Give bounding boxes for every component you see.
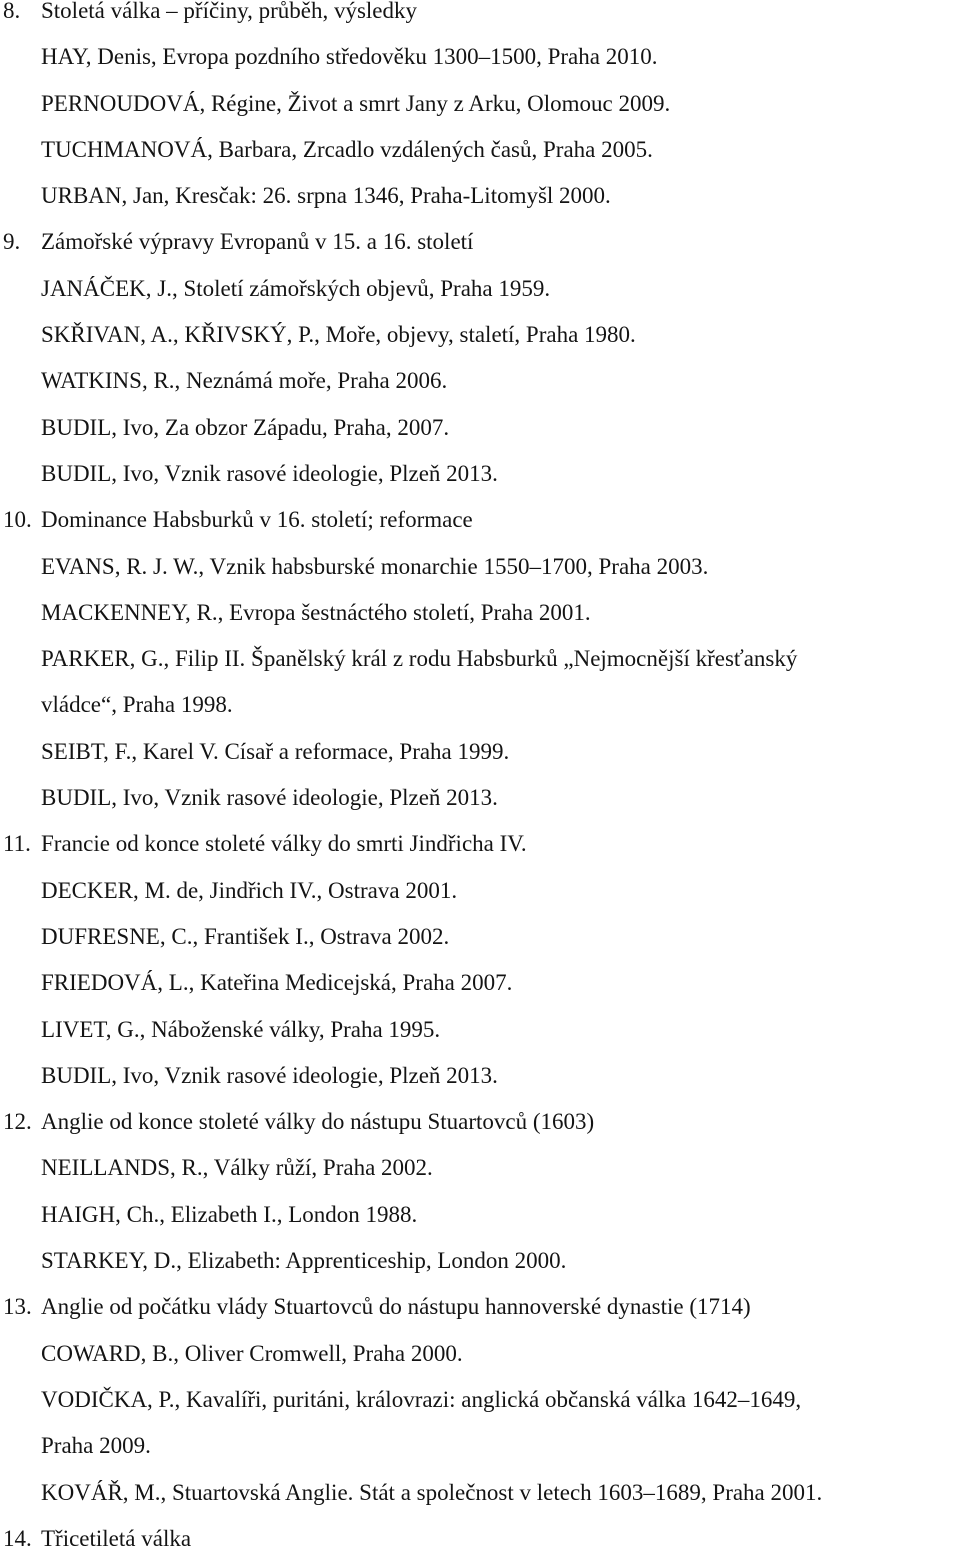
section-number: 11. (3, 831, 31, 857)
bibliography-entry: DUFRESNE, C., František I., Ostrava 2002. (41, 923, 450, 949)
section-number: 13. (3, 1294, 32, 1320)
section-heading-11 (0, 821, 960, 867)
bibliography-entry: STARKEY, D., Elizabeth: Apprenticeship, London 2000. (41, 1248, 567, 1274)
section-heading-9 (0, 219, 960, 265)
bibliography-entry: VODIČKA, P., Kavalíři, puritáni, královrazi: anglická občanská válka 1642–1649, (41, 1386, 802, 1412)
bibliography-entry: URBAN, Jan, Kresčak: 26. srpna 1346, Praha-Litomyšl 2000. (41, 183, 611, 209)
section-title: Zámořské výpravy Evropanů v 15. a 16. století (41, 229, 474, 255)
bibliography-entry: PERNOUDOVÁ, Régine, Život a smrt Jany z Arku, Olomouc 2009. (41, 90, 671, 116)
bibliography-entry: HAY, Denis, Evropa pozdního středověku 1300–1500, Praha 2010. (41, 44, 658, 70)
bibliography-entry-continuation: Praha 2009. (41, 1433, 151, 1459)
section-number: 10. (3, 507, 32, 533)
bibliography-entry: SEIBT, F., Karel V. Císař a reformace, Praha 1999. (41, 738, 510, 764)
bibliography-entry: BUDIL, Ivo, Vznik rasové ideologie, Plzeň 2013. (41, 460, 498, 486)
section-heading-8 (0, 0, 960, 34)
bibliography-entry: TUCHMANOVÁ, Barbara, Zrcadlo vzdálených časů, Praha 2005. (41, 136, 653, 162)
bibliography-entry: PARKER, G., Filip II. Španělský král z rodu Habsburků „Nejmocnější křesťanský (41, 646, 798, 672)
bibliography-entry: EVANS, R. J. W., Vznik habsburské monarchie 1550–1700, Praha 2003. (41, 553, 709, 579)
section-title: Stoletá válka – příčiny, průběh, výsledky (41, 0, 418, 23)
section-title: Francie od konce stoleté války do smrti Jindřicha IV. (41, 831, 527, 857)
section-number: 9. (3, 229, 21, 255)
section-title: Dominance Habsburků v 16. století; reformace (41, 507, 473, 533)
bibliography-entry: JANÁČEK, J., Století zámořských objevů, Praha 1959. (41, 275, 551, 301)
bibliography-entry: NEILLANDS, R., Války růží, Praha 2002. (41, 1155, 433, 1181)
bibliography-entry: KOVÁŘ, M., Stuartovská Anglie. Stát a společnost v letech 1603–1689, Praha 2001. (41, 1479, 823, 1505)
bibliography-entry-continuation: vládce“, Praha 1998. (41, 692, 233, 718)
bibliography-entry: SKŘIVAN, A., KŘIVSKÝ, P., Moře, objevy, staletí, Praha 1980. (41, 322, 636, 348)
section-number: 8. (3, 0, 21, 23)
section-heading-12 (0, 1099, 960, 1145)
section-title: Anglie od počátku vlády Stuartovců do nástupu hannoverské dynastie (1714) (41, 1294, 751, 1320)
bibliography-entry: BUDIL, Ivo, Za obzor Západu, Praha, 2007. (41, 414, 450, 440)
bibliography-entry: COWARD, B., Oliver Cromwell, Praha 2000. (41, 1340, 463, 1366)
section-number: 12. (3, 1109, 32, 1135)
section-heading-10 (0, 497, 960, 543)
bibliography-entry: BUDIL, Ivo, Vznik rasové ideologie, Plzeň 2013. (41, 785, 498, 811)
section-title: Třicetiletá válka (41, 1525, 192, 1551)
bibliography-entry: MACKENNEY, R., Evropa šestnáctého století, Praha 2001. (41, 599, 591, 625)
section-number: 14. (3, 1525, 32, 1551)
bibliography-entry: HAIGH, Ch., Elizabeth I., London 1988. (41, 1201, 418, 1227)
bibliography-entry: FRIEDOVÁ, L., Kateřina Medicejská, Praha 2007. (41, 970, 513, 996)
bibliography-entry: BUDIL, Ivo, Vznik rasové ideologie, Plzeň 2013. (41, 1062, 498, 1088)
section-heading-13 (0, 1284, 960, 1330)
bibliography-entry: DECKER, M. de, Jindřich IV., Ostrava 2001. (41, 877, 458, 903)
section-title: Anglie od konce stoleté války do nástupu Stuartovců (1603) (41, 1109, 595, 1135)
bibliography-entry: LIVET, G., Náboženské války, Praha 1995. (41, 1016, 441, 1042)
section-heading-14 (0, 1516, 960, 1562)
bibliography-entry: WATKINS, R., Neznámá moře, Praha 2006. (41, 368, 448, 394)
